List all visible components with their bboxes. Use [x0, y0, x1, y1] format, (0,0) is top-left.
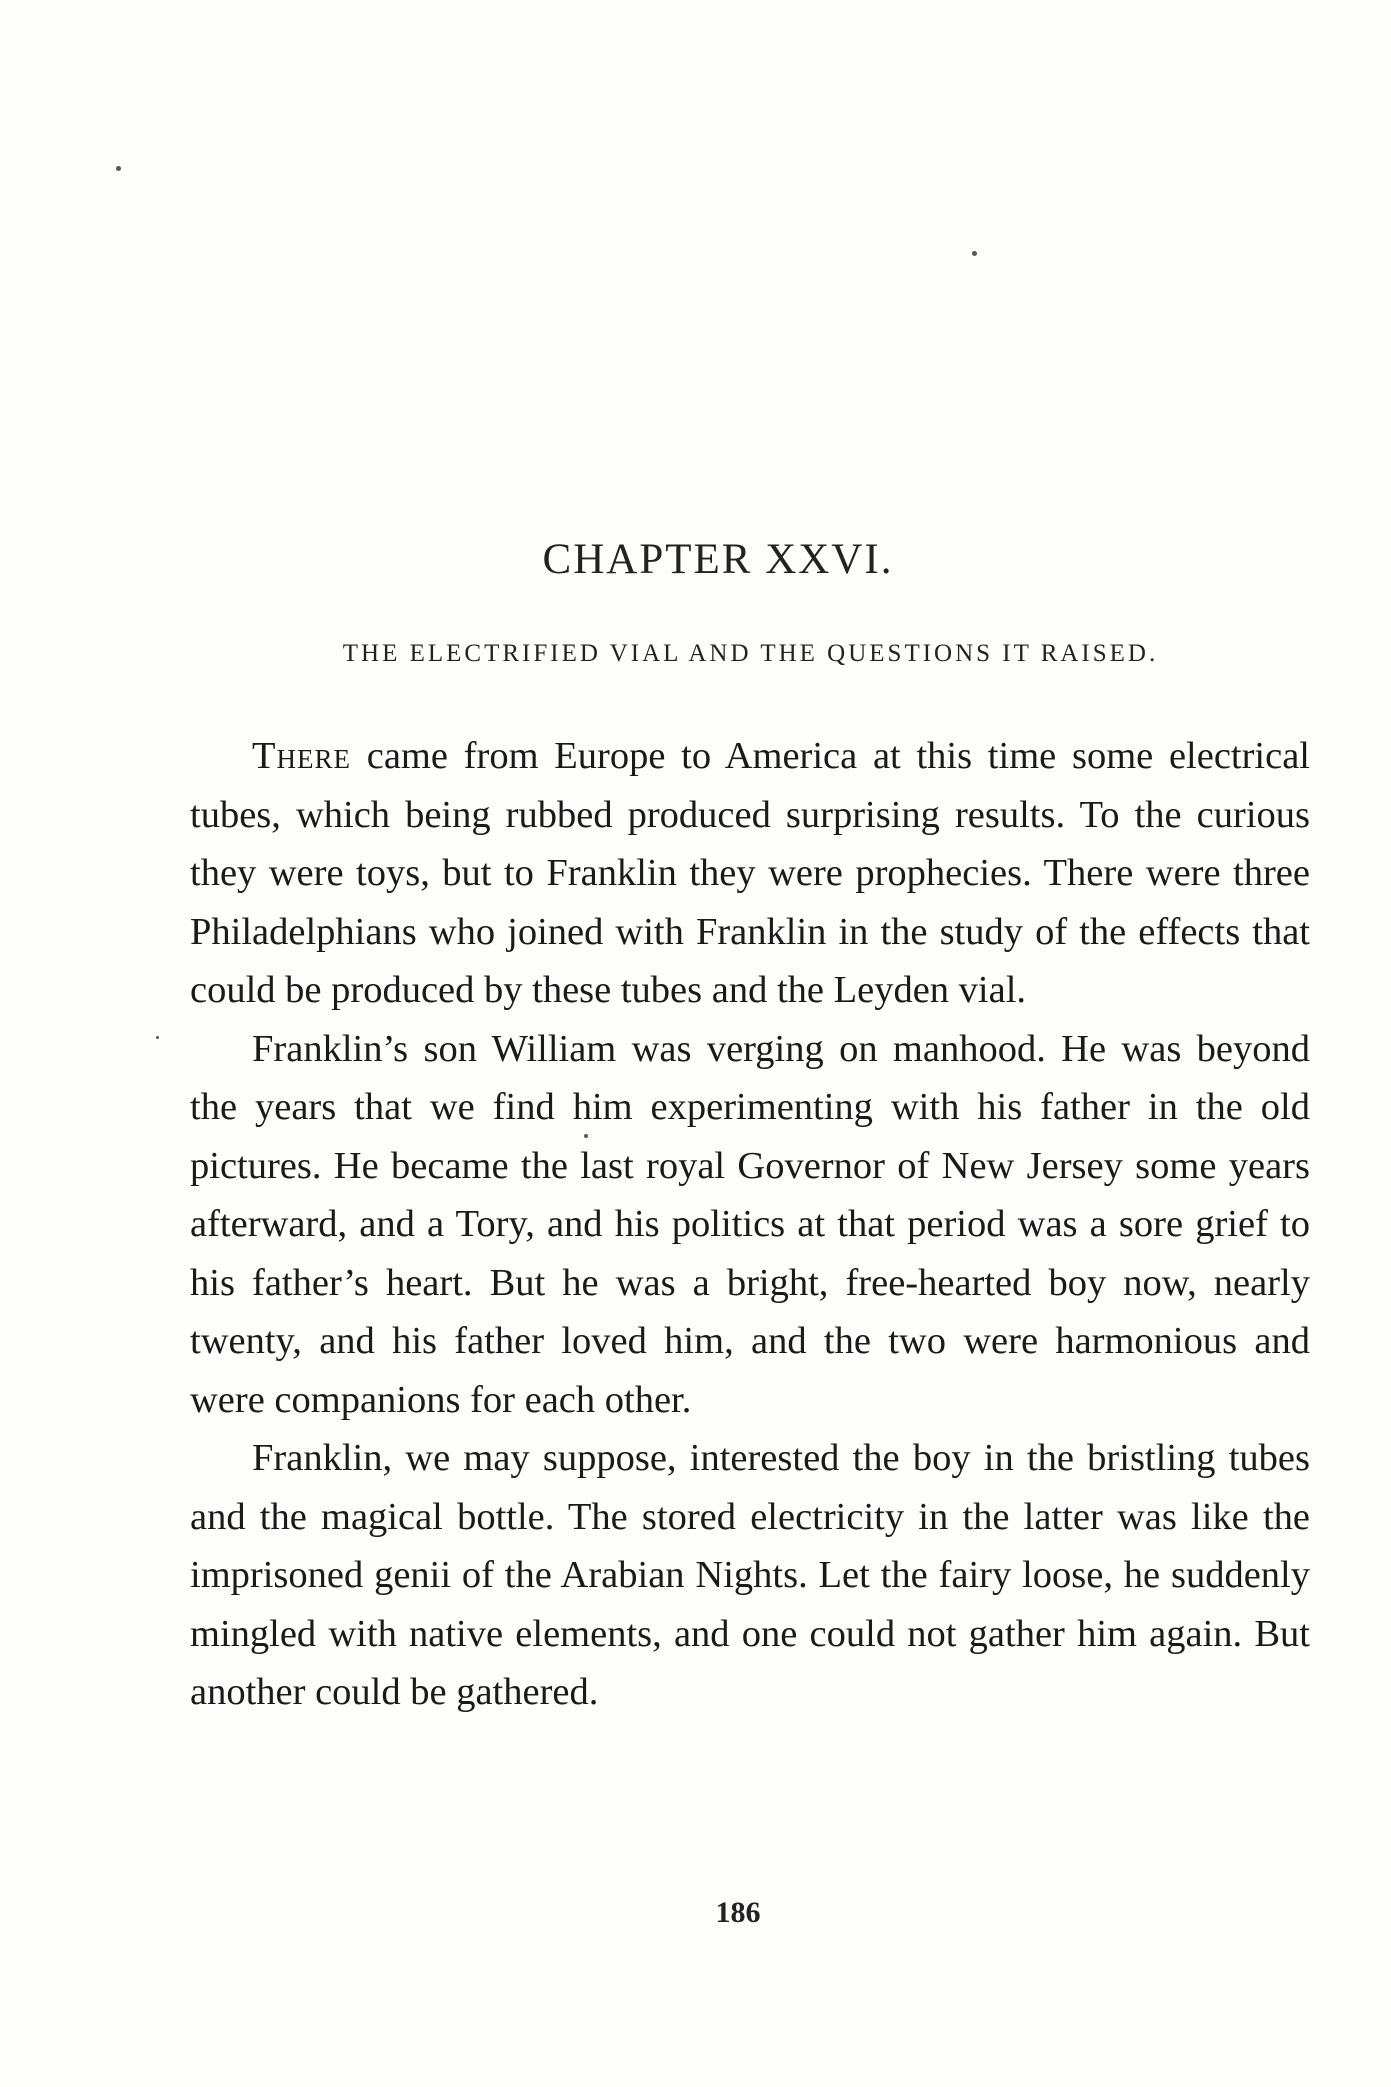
paragraph: Franklin, we may suppose, interested the boy in the bristling tubes and the magical bottle. The stored electricity in the latter was like the imprisoned genii of the Arabian Nights. Let the fairy loose, he suddenly mingled with native elements, and one could not gather him again. But another could be gathered. [190, 1437, 1310, 1713]
print-speck [972, 251, 977, 256]
chapter-subtitle: THE ELECTRIFIED VIAL AND THE QUESTIONS IT RAISED. [342, 640, 1159, 667]
chapter-title: CHAPTER XXVI. [542, 536, 894, 583]
page-number: 186 [715, 1896, 761, 1929]
chapter-body [190, 727, 1310, 1722]
drop-word: There [252, 735, 352, 777]
print-speck [156, 1036, 159, 1039]
paragraph: Franklin’s son William was verging on manhood. He was beyond the years that we find him experimenting with his father in the old pictures. He became the last royal Governor of New Jersey some years afterward, and a Tory, and his politics at that period was a sore grief to his father’s heart. But he was a bright, free-hearted boy now, nearly twenty, and his father loved him, and the two were harmonious and were companions for each other. [190, 1027, 1310, 1421]
paragraph-text: came from Europe to America at this time some electrical tubes, which being rubbed produced surprising results. To the curious they were toys, but to Franklin they were prophecies. There were three Philadelphians who joined with Franklin in the study of the effects that could be produced by these tubes and the Leyden vial. [190, 735, 1310, 1011]
paragraph [190, 727, 1310, 1020]
print-speck [116, 166, 121, 171]
